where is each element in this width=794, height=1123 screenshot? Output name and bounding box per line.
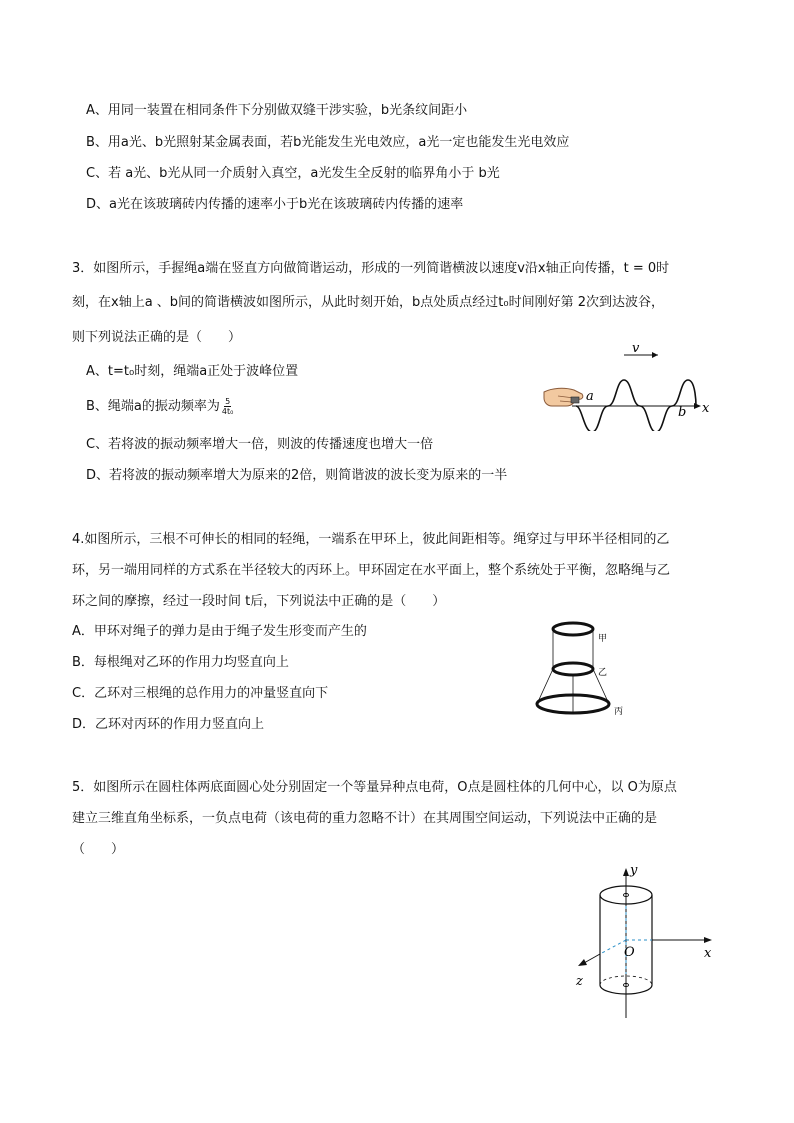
ring-jia (553, 623, 593, 635)
x-axis-label: x (704, 946, 712, 961)
q4-option-d: D．乙环对丙环的作用力竖直向上 (72, 717, 265, 732)
x-axis-label: x (702, 401, 710, 416)
z-axis-arrow (578, 959, 587, 966)
label-jia: 甲 (598, 634, 608, 644)
point-b-label: b (678, 405, 687, 420)
q3-option-b-text: B、绳端a的振动频率为 (86, 399, 220, 414)
z-axis-label: z (576, 974, 583, 989)
label-bing: 丙 (614, 707, 624, 717)
q4-rings-figure (524, 616, 634, 726)
q2-option-a: A、用同一装置在相同条件下分别做双缝干涉实验，b光条纹间距小 (86, 103, 468, 118)
q4-option-a: A．甲环对绳子的弹力是由于绳子发生形变而产生的 (72, 624, 367, 639)
q4-stem-line1: 4.如图所示，三根不可伸长的相同的轻绳，一端系在甲环上，彼此间距相等。绳穿过与甲环半径相同的乙 (72, 532, 670, 547)
q3-stem-line3: 则下列说法正确的是（ ） (72, 330, 242, 345)
q2-option-b: B、用a光、b光照射某金属表面，若b光能发生光电效应，a光一定也能发生光电效应 (86, 135, 570, 150)
q4-stem-line2: 环，另一端用同样的方式系在半径较大的丙环上。甲环固定在水平面上，整个系统处于平衡，忽略绳与乙 (72, 563, 671, 578)
q3-wave-figure (538, 336, 723, 431)
label-yi: 乙 (598, 668, 608, 678)
q4-stem-line3: 环之间的摩擦，经过一段时间 t后，下列说法中正确的是（ ） (72, 594, 446, 609)
q5-cylinder-figure (566, 862, 722, 1020)
x-axis-arrow (704, 937, 712, 943)
fraction-denominator: 4t₀ (221, 407, 234, 416)
point-a-label: a (586, 389, 594, 404)
fraction-numerator: 5 (225, 397, 231, 406)
q2-option-d: D、a光在该玻璃砖内传播的速率小于b光在该玻璃砖内传播的速率 (86, 197, 464, 212)
hand-icon (544, 388, 583, 406)
velocity-label: v (632, 341, 640, 356)
q3-option-d: D、若将波的振动频率增大为原来的2倍，则简谐波的波长变为原来的一半 (86, 468, 508, 483)
ring-yi (553, 663, 593, 675)
x-axis-arrow (694, 403, 701, 409)
q3-option-a: A、t=t₀时刻，绳端a正处于波峰位置 (86, 364, 299, 379)
q5-stem-line3: （ ） (72, 842, 125, 857)
y-axis-arrow (623, 868, 629, 876)
q3-option-b-fraction (222, 397, 233, 416)
q3-stem-line2: 刻，在x轴上a 、b间的简谐横波如图所示，从此时刻开始，b点处质点经过t₀时间刚好第 2次到达波谷， (72, 295, 665, 310)
q3-option-c: C、若将波的振动频率增大一倍，则波的传播速度也增大一倍 (86, 437, 434, 452)
origin-label: O (624, 945, 635, 960)
z-axis (584, 954, 600, 963)
q3-option-b (86, 397, 235, 417)
q3-stem-line1: 3．如图所示，手握绳a端在竖直方向做简谐运动，形成的一列简谐横波以速度v沿x轴正向传播，t = 0时 (72, 261, 670, 276)
q5-stem-line1: 5．如图所示在圆柱体两底面圆心处分别固定一个等量异种点电荷，O点是圆柱体的几何中心，以 O为原点 (72, 780, 677, 795)
velocity-arrow-head (652, 352, 658, 358)
q4-option-b: B．每根绳对乙环的作用力均竖直向上 (72, 655, 289, 670)
q5-stem-line2: 建立三维直角坐标系，一负点电荷（该电荷的重力忽略不计）在其周围空间运动，下列说法中正确的是 (72, 811, 658, 826)
z-axis-hidden (600, 940, 626, 954)
q2-option-c: C、若 a光、b光从同一介质射入真空，a光发生全反射的临界角小于 b光 (86, 166, 500, 181)
y-axis-label: y (630, 863, 638, 878)
q4-option-c: C．乙环对三根绳的总作用力的冲量竖直向下 (72, 686, 329, 701)
